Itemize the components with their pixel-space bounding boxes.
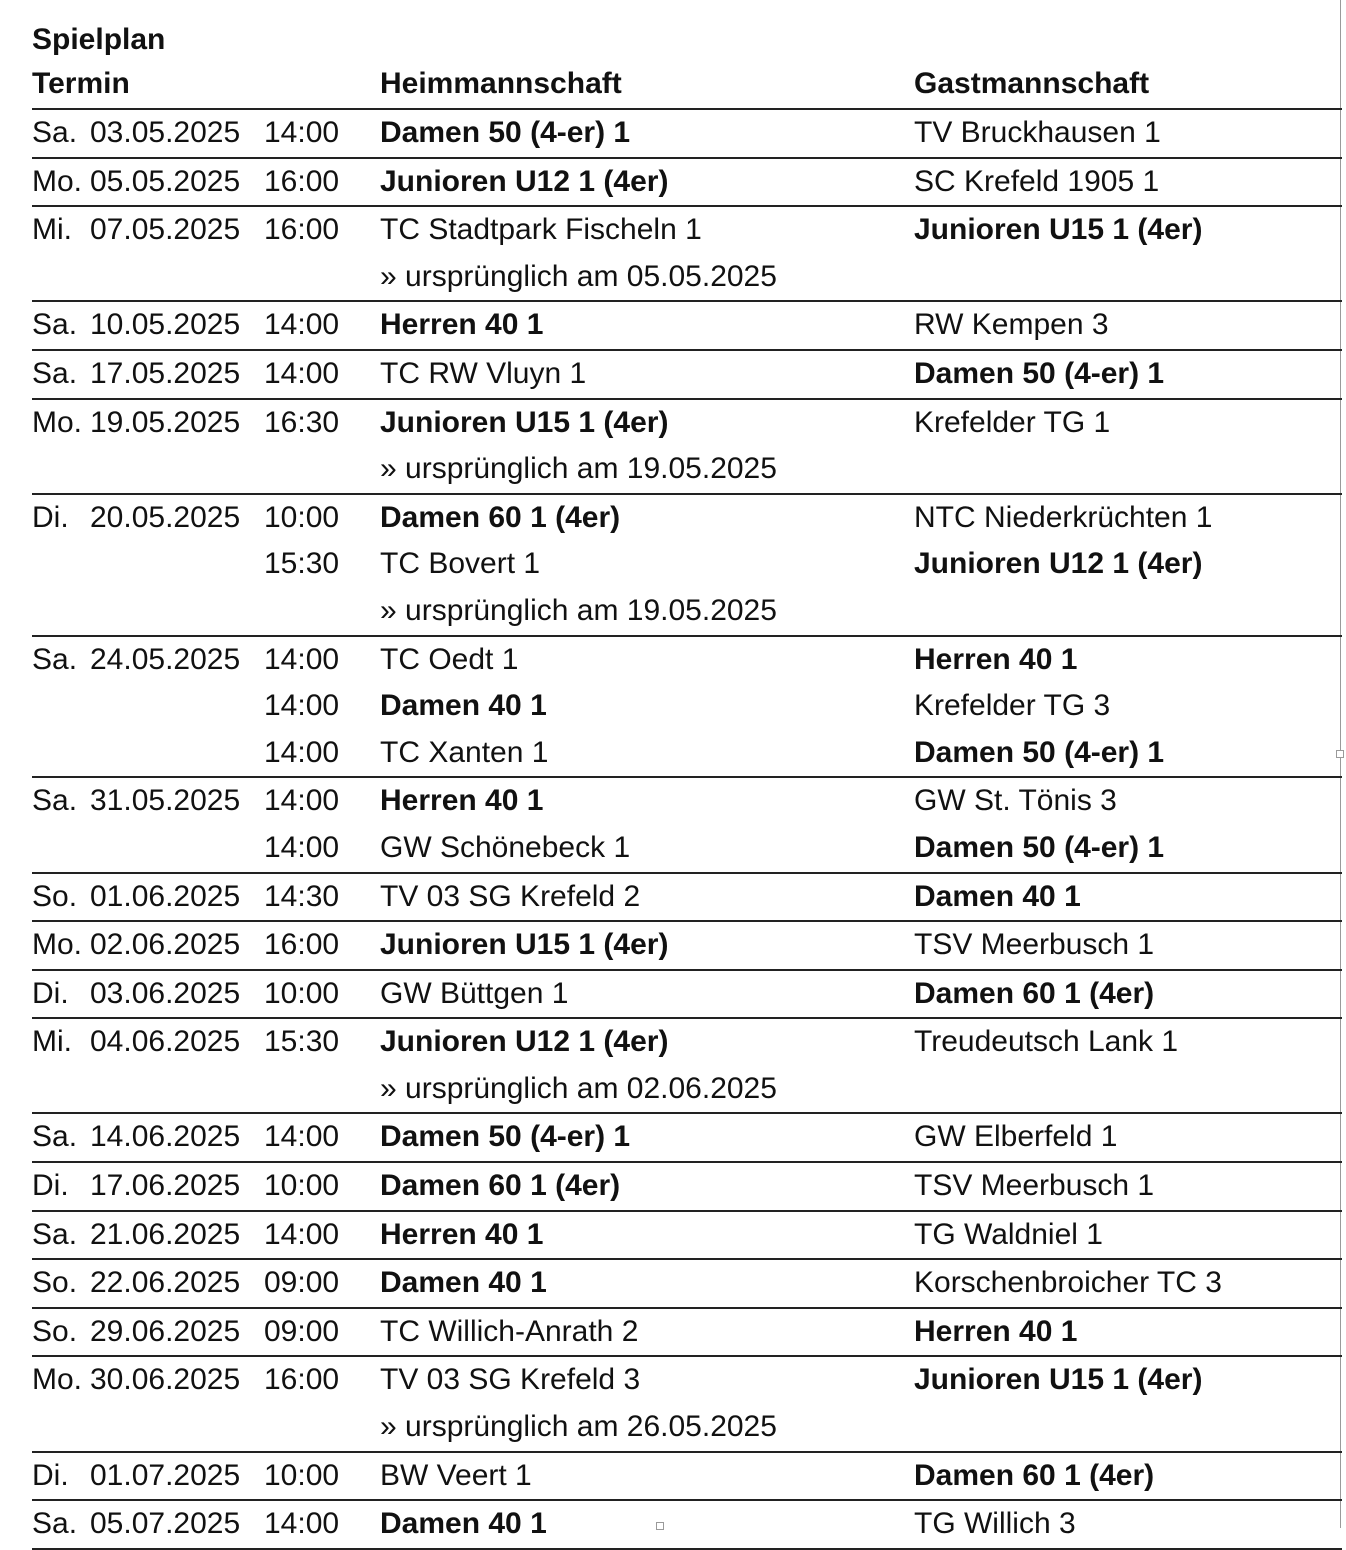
guest-team: Treudeutsch Lank 1 [914, 1025, 1179, 1059]
guest-team: Herren 40 1 [914, 642, 1078, 676]
home-team: Damen 40 1 [380, 1266, 547, 1300]
match-time: 14:00 [264, 308, 340, 342]
match-line [32, 1212, 1342, 1259]
match-line [32, 1453, 1342, 1500]
header-heimmannschaft: Heimmannschaft [380, 67, 622, 100]
guest-team: TSV Meerbusch 1 [914, 1169, 1155, 1203]
home-team: TV 03 SG Krefeld 3 [380, 1363, 641, 1397]
note-line [32, 1404, 1342, 1451]
guest-team: RW Kempen 3 [914, 308, 1109, 342]
guest-team: Damen 60 1 (4er) [914, 1458, 1155, 1492]
schedule-table [32, 110, 1342, 1550]
guest-team: Damen 50 (4-er) 1 [914, 356, 1165, 390]
match-date: 30.06.2025 [90, 1363, 241, 1397]
match-day: Sa. [32, 356, 78, 390]
header-termin: Termin [32, 67, 130, 100]
match-day: Sa. [32, 1507, 78, 1541]
home-team: BW Veert 1 [380, 1458, 532, 1492]
match-day: Mo. [32, 405, 83, 439]
home-team: Junioren U15 1 (4er) [380, 405, 669, 439]
match-time: 14:00 [264, 689, 340, 723]
table-row [32, 971, 1342, 1020]
match-time: 14:00 [264, 735, 340, 769]
match-line [32, 778, 1342, 825]
match-date: 05.07.2025 [90, 1507, 241, 1541]
guest-team: TV Bruckhausen 1 [914, 116, 1161, 149]
match-line [32, 683, 1342, 730]
guest-team: Damen 40 1 [914, 879, 1081, 913]
match-date: 19.05.2025 [90, 405, 241, 439]
match-time: 14:00 [264, 356, 340, 390]
match-date: 03.06.2025 [90, 976, 241, 1010]
note-line [32, 1066, 1342, 1113]
guest-team: GW Elberfeld 1 [914, 1120, 1118, 1154]
match-time: 14:00 [264, 116, 340, 149]
guest-team: SC Krefeld 1905 1 [914, 164, 1160, 198]
match-time: 10:00 [264, 500, 340, 534]
match-day: Sa. [32, 116, 78, 149]
match-date: 04.06.2025 [90, 1025, 241, 1059]
match-day: Sa. [32, 642, 78, 676]
home-team: Junioren U12 1 (4er) [380, 164, 669, 198]
table-row [32, 351, 1342, 400]
match-line [32, 1019, 1342, 1066]
match-time: 14:00 [264, 1507, 340, 1541]
match-time: 14:00 [264, 1120, 340, 1154]
match-time: 10:00 [264, 976, 340, 1010]
match-date: 21.06.2025 [90, 1217, 241, 1251]
home-team: GW Büttgen 1 [380, 976, 569, 1010]
match-date: 22.06.2025 [90, 1266, 241, 1300]
match-day: Di. [32, 500, 69, 534]
table-row [32, 159, 1342, 208]
guest-team: Krefelder TG 1 [914, 405, 1111, 439]
match-time: 09:00 [264, 1314, 340, 1348]
match-line [32, 874, 1342, 921]
match-line [32, 110, 1342, 157]
match-day: Di. [32, 1169, 69, 1203]
match-time: 10:00 [264, 1458, 340, 1492]
match-line [32, 541, 1342, 588]
match-time: 16:00 [264, 164, 340, 198]
table-row [32, 874, 1342, 923]
match-day: Mo. [32, 1363, 83, 1397]
guest-team: GW St. Tönis 3 [914, 784, 1117, 818]
home-team: GW Schönebeck 1 [380, 830, 631, 864]
match-line [32, 400, 1342, 447]
match-day: So. [32, 1266, 78, 1300]
match-day: Di. [32, 1458, 69, 1492]
page-title: Spielplan [32, 23, 166, 56]
match-line [32, 637, 1342, 684]
guest-team: Krefelder TG 3 [914, 689, 1111, 723]
home-team: Damen 60 1 (4er) [380, 500, 621, 534]
table-row [32, 1114, 1342, 1163]
home-team: TC RW Vluyn 1 [380, 356, 587, 390]
match-time: 14:00 [264, 1217, 340, 1251]
match-day: Sa. [32, 784, 78, 818]
guest-team: Junioren U15 1 (4er) [914, 213, 1203, 247]
guest-team: Junioren U15 1 (4er) [914, 1363, 1203, 1397]
match-day: Sa. [32, 1120, 78, 1154]
match-line [32, 207, 1342, 254]
match-date: 07.05.2025 [90, 213, 241, 247]
match-day: Mi. [32, 1025, 72, 1059]
guest-team: Damen 50 (4-er) 1 [914, 735, 1165, 769]
guest-team: TSV Meerbusch 1 [914, 928, 1155, 962]
match-time: 14:00 [264, 830, 340, 864]
match-day: So. [32, 879, 78, 913]
home-team: TV 03 SG Krefeld 2 [380, 879, 641, 913]
match-date: 01.06.2025 [90, 879, 241, 913]
reschedule-note: » ursprünglich am 05.05.2025 [380, 259, 777, 293]
match-line [32, 971, 1342, 1018]
table-row [32, 302, 1342, 351]
reschedule-note: » ursprünglich am 19.05.2025 [380, 452, 777, 486]
match-day: Di. [32, 976, 69, 1010]
home-team: Damen 60 1 (4er) [380, 1169, 621, 1203]
table-row [32, 922, 1342, 971]
home-team: Damen 50 (4-er) 1 [380, 1120, 631, 1154]
match-date: 31.05.2025 [90, 784, 241, 818]
match-line [32, 1114, 1342, 1161]
table-row [32, 1501, 1342, 1550]
home-team: TC Stadtpark Fischeln 1 [380, 213, 702, 247]
match-line [32, 1309, 1342, 1356]
match-line [32, 730, 1342, 777]
note-line [32, 446, 1342, 493]
match-line [32, 922, 1342, 969]
header-gastmannschaft: Gastmannschaft [914, 67, 1150, 100]
home-team: TC Willich-Anrath 2 [380, 1314, 639, 1348]
match-time: 16:00 [264, 928, 340, 962]
note-line [32, 254, 1342, 301]
guest-team: Korschenbroicher TC 3 [914, 1266, 1222, 1300]
match-line [32, 1260, 1342, 1307]
match-time: 14:00 [264, 642, 340, 676]
match-day: Mi. [32, 213, 72, 247]
table-row [32, 495, 1342, 637]
table-row [32, 1163, 1342, 1212]
guest-team: Damen 50 (4-er) 1 [914, 830, 1165, 864]
match-date: 14.06.2025 [90, 1120, 241, 1154]
table-row [32, 637, 1342, 779]
table-row [32, 1357, 1342, 1452]
match-time: 14:30 [264, 879, 340, 913]
match-date: 01.07.2025 [90, 1458, 241, 1492]
match-time: 15:30 [264, 1025, 340, 1059]
table-row [32, 1212, 1342, 1261]
home-team: TC Oedt 1 [380, 642, 519, 676]
match-day: So. [32, 1314, 78, 1348]
table-row [32, 1309, 1342, 1358]
home-team: Junioren U15 1 (4er) [380, 928, 669, 962]
table-row [32, 400, 1342, 495]
match-day: Mo. [32, 928, 83, 962]
match-time: 14:00 [264, 784, 340, 818]
table-header [32, 64, 1342, 110]
match-time: 10:00 [264, 1169, 340, 1203]
match-day: Mo. [32, 164, 83, 198]
table-row [32, 110, 1342, 159]
reschedule-note: » ursprünglich am 02.06.2025 [380, 1071, 777, 1105]
table-row [32, 778, 1342, 873]
match-date: 17.05.2025 [90, 356, 241, 390]
home-team: Herren 40 1 [380, 308, 544, 342]
match-day: Sa. [32, 1217, 78, 1251]
match-line [32, 351, 1342, 398]
home-team: Damen 40 1 [380, 689, 547, 723]
guest-team: TG Willich 3 [914, 1507, 1076, 1541]
home-team: Herren 40 1 [380, 1217, 544, 1251]
guest-team: Junioren U12 1 (4er) [914, 547, 1203, 581]
match-date: 10.05.2025 [90, 308, 241, 342]
match-date: 17.06.2025 [90, 1169, 241, 1203]
home-team: TC Bovert 1 [380, 547, 541, 581]
match-date: 29.06.2025 [90, 1314, 241, 1348]
table-row [32, 1260, 1342, 1309]
match-time: 16:00 [264, 1363, 340, 1397]
match-date: 20.05.2025 [90, 500, 241, 534]
match-time: 16:00 [264, 213, 340, 247]
home-team: Damen 40 1 [380, 1507, 547, 1541]
home-team: Damen 50 (4-er) 1 [380, 116, 631, 149]
match-line [32, 495, 1342, 542]
table-row [32, 1019, 1342, 1114]
table-row [32, 1453, 1342, 1502]
match-time: 15:30 [264, 547, 340, 581]
guest-team: NTC Niederkrüchten 1 [914, 500, 1213, 534]
match-date: 05.05.2025 [90, 164, 241, 198]
match-line [32, 1163, 1342, 1210]
home-team: Herren 40 1 [380, 784, 544, 818]
match-line [32, 1501, 1342, 1548]
match-line [32, 1357, 1342, 1404]
home-team: TC Xanten 1 [380, 735, 549, 769]
home-team: Junioren U12 1 (4er) [380, 1025, 669, 1059]
match-line [32, 825, 1342, 872]
match-date: 24.05.2025 [90, 642, 241, 676]
reschedule-note: » ursprünglich am 26.05.2025 [380, 1410, 777, 1444]
guest-team: Herren 40 1 [914, 1314, 1078, 1348]
guest-team: Damen 60 1 (4er) [914, 976, 1155, 1010]
table-row [32, 207, 1342, 302]
guest-team: TG Waldniel 1 [914, 1217, 1103, 1251]
match-day: Sa. [32, 308, 78, 342]
match-date: 02.06.2025 [90, 928, 241, 962]
match-time: 09:00 [264, 1266, 340, 1300]
note-line [32, 588, 1342, 635]
reschedule-note: » ursprünglich am 19.05.2025 [380, 593, 777, 627]
match-line [32, 302, 1342, 349]
match-line [32, 159, 1342, 206]
match-time: 16:30 [264, 405, 340, 439]
match-date: 03.05.2025 [90, 116, 241, 149]
